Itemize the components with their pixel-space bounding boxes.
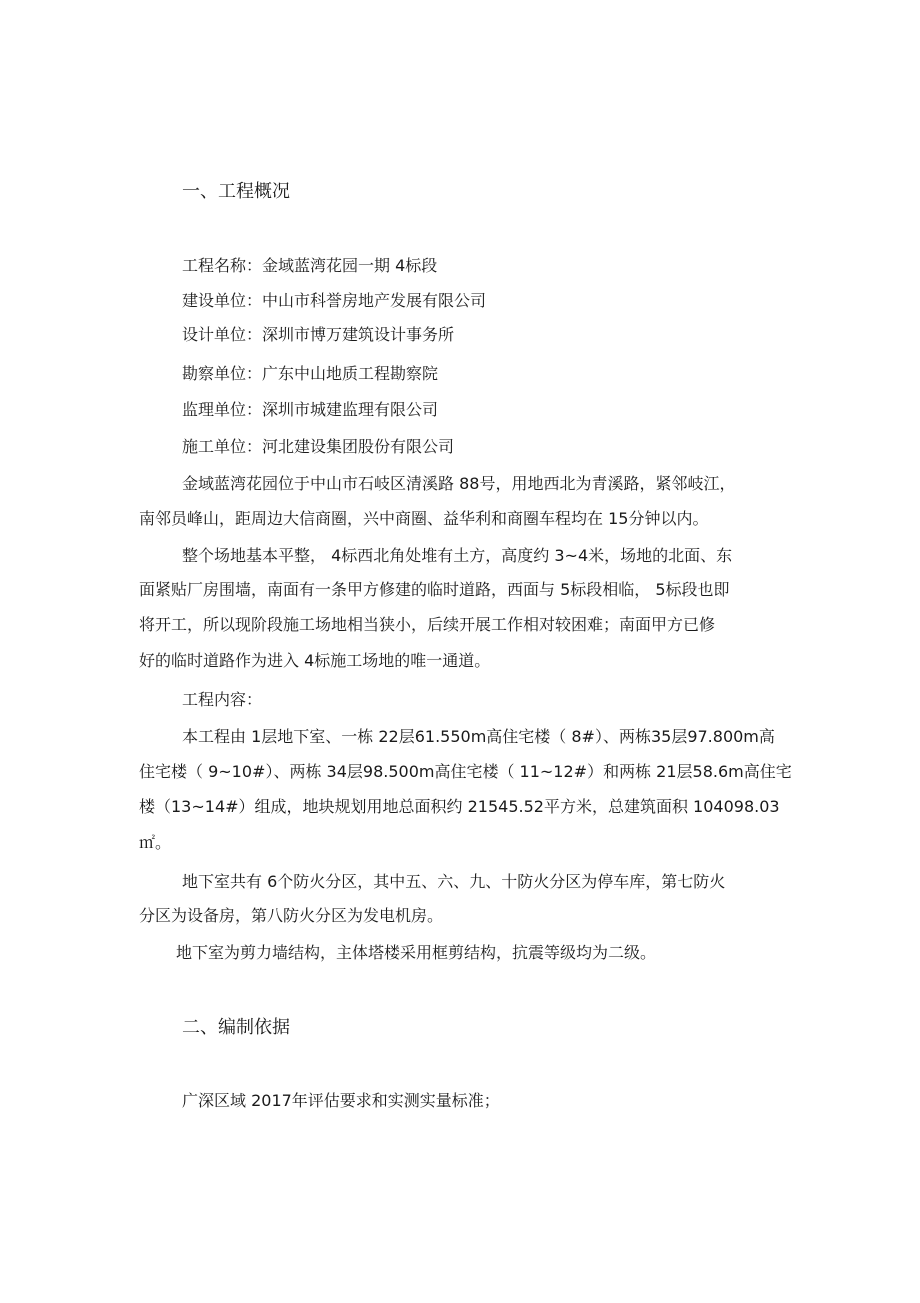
paragraph-basis: 广深区域 2017年评估要求和实测实量标准； [182, 1091, 500, 1110]
info-label: 勘察单位： [182, 364, 263, 383]
info-value: 广东中山地质工程勘察院 [262, 364, 439, 383]
paragraph-content-line-1: 本工程由 1层地下室、一栋 22层61.550m高住宅楼（ 8#）、两栋35层97.800m高 [182, 727, 775, 746]
info-row-surveyor [182, 364, 438, 384]
section-1-title: 一、工程概况 [182, 181, 290, 202]
paragraph-structure: 地下室为剪力墙结构，主体塔楼采用框剪结构，抗震等级均为二级。 [176, 943, 657, 962]
paragraph-site-line-4: 好的临时道路作为进入 4标施工场地的唯一通道。 [139, 651, 491, 670]
info-label: 工程名称： [182, 256, 263, 275]
info-label: 建设单位： [182, 291, 263, 310]
info-value: 中山市科誉房地产发展有限公司 [262, 291, 487, 310]
info-label: 监理单位： [182, 400, 263, 419]
info-row-supervisor [182, 400, 438, 420]
info-row-project-name [182, 256, 437, 276]
info-value: 河北建设集团股份有限公司 [262, 437, 455, 456]
info-label: 设计单位： [182, 325, 263, 344]
paragraph-site-line-1: 整个场地基本平整， 4标西北角处堆有土方，高度约 3~4米，场地的北面、东 [182, 546, 733, 565]
info-value: 深圳市城建监理有限公司 [262, 400, 439, 419]
paragraph-fire-zone-line-1: 地下室共有 6个防火分区，其中五、六、九、十防火分区为停车库，第七防火 [182, 872, 726, 891]
section-2-title: 二、编制依据 [182, 1017, 290, 1038]
info-value: 金域蓝湾花园一期 4标段 [262, 256, 438, 275]
info-value: 深圳市博万建筑设计事务所 [262, 325, 455, 344]
paragraph-site-line-2: 面紧贴厂房围墙，南面有一条甲方修建的临时道路，西面与 5标段相临， 5标段也即 [139, 580, 730, 599]
info-label: 施工单位： [182, 437, 263, 456]
info-row-contractor [182, 437, 454, 457]
paragraph-content-line-3: 楼（13~14#）组成，地块规划用地总面积约 21545.52平方米，总建筑面积 104098.03 [139, 797, 780, 816]
paragraph-content-line-4: ㎡。 [139, 833, 172, 852]
paragraph-fire-zone-line-2: 分区为设备房，第八防火分区为发电机房。 [139, 906, 444, 925]
info-row-designer [182, 325, 454, 345]
paragraph-location-line-2: 南邻员峰山，距周边大信商圈，兴中商圈、益华利和商圈车程均在 15分钟以内。 [139, 509, 709, 528]
paragraph-site-line-3: 将开工，所以现阶段施工场地相当狭小，后续开展工作相对较困难；南面甲方已修 [139, 615, 716, 634]
paragraph-content-line-2: 住宅楼（ 9~10#）、两栋 34层98.500m高住宅楼（ 11~12#）和两栋 21层58.6m高住宅 [139, 762, 792, 781]
content-label: 工程内容： [182, 690, 263, 709]
paragraph-location-line-1: 金域蓝湾花园位于中山市石岐区清溪路 88号，用地西北为青溪路，紧邻岐江， [182, 474, 736, 493]
info-row-developer [182, 291, 486, 311]
